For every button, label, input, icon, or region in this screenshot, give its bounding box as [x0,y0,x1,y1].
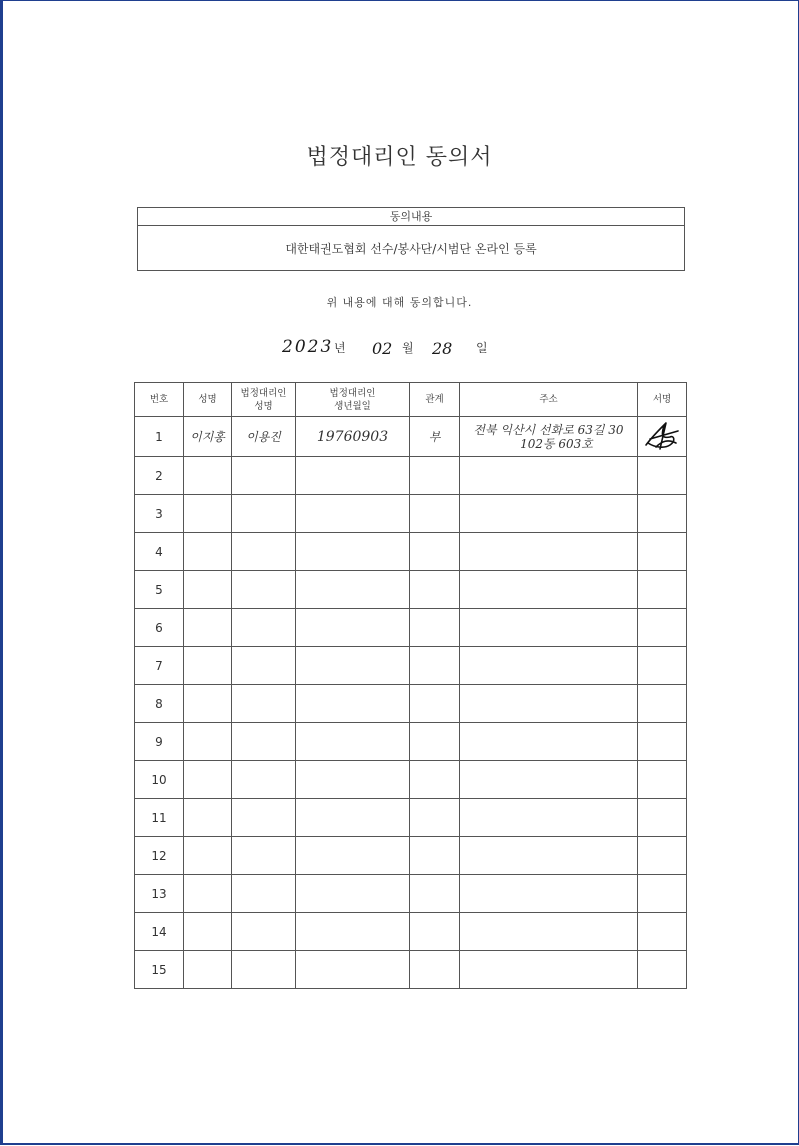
row-guardian-name [232,875,296,913]
row-address-line1: 전북 익산시 선화로 63길 30 [473,422,624,437]
table-row [135,913,687,951]
row-name [184,457,232,495]
row-address [460,609,638,647]
row-relation [410,647,460,685]
row-guardian-name [232,913,296,951]
table-row [135,723,687,761]
row-guardian-name [232,951,296,989]
row-relation [410,951,460,989]
row-relation [410,571,460,609]
row-guardian-birth [296,875,410,913]
consent-header: 동의내용 [138,208,684,226]
header-signature: 서명 [638,383,687,417]
header-guardian-name [232,383,296,417]
row-signature [638,417,687,457]
row-address [460,533,638,571]
row-guardian-name [232,647,296,685]
row-guardian-birth [296,685,410,723]
date-month: 02 [372,339,393,358]
row-relation [410,495,460,533]
row-relation [410,913,460,951]
row-signature [638,799,687,837]
row-guardian-name [232,457,296,495]
row-guardian-name [232,571,296,609]
row-number: 4 [135,533,184,571]
row-signature [638,837,687,875]
row-guardian-name [232,495,296,533]
row-name: 이지홍 [184,417,232,457]
table-row [135,761,687,799]
row-number: 1 [135,417,184,457]
row-relation [410,723,460,761]
row-guardian-name [232,799,296,837]
row-guardian-birth [296,837,410,875]
row-relation [410,457,460,495]
row-address [460,571,638,609]
consent-box [137,207,685,271]
row-relation [410,875,460,913]
row-address [460,457,638,495]
row-guardian-name [232,723,296,761]
row-guardian-birth [296,761,410,799]
row-relation [410,609,460,647]
row-number: 7 [135,647,184,685]
table-header-row [135,383,687,417]
row-relation [410,685,460,723]
table-row [135,951,687,989]
row-signature [638,533,687,571]
row-signature [638,723,687,761]
header-number: 번호 [135,383,184,417]
date-year-label: 년 [334,341,346,355]
row-guardian-name [232,837,296,875]
row-name [184,875,232,913]
row-guardian-birth [296,533,410,571]
row-number: 14 [135,913,184,951]
row-guardian-birth [296,647,410,685]
row-address [460,875,638,913]
date-year: 2023 [282,337,334,357]
row-address [460,799,638,837]
row-name [184,685,232,723]
header-guardian-birth-line2: 생년월일 [334,400,371,412]
row-number: 13 [135,875,184,913]
row-signature [638,761,687,799]
header-guardian-name-line1: 법정대리인 [240,387,287,399]
row-relation [410,761,460,799]
agreement-sentence: 위 내용에 대해 동의합니다. [326,296,473,309]
table-row [135,837,687,875]
row-address [460,761,638,799]
row-relation: 부 [410,417,460,457]
row-guardian-birth [296,609,410,647]
header-relation: 관계 [410,383,460,417]
row-signature [638,495,687,533]
row-guardian-birth [296,723,410,761]
row-number: 15 [135,951,184,989]
row-guardian-birth [296,457,410,495]
signature-mark [640,417,684,453]
row-guardian-birth [296,951,410,989]
row-guardian-birth [296,571,410,609]
table-row [135,647,687,685]
table-row [135,609,687,647]
row-address [460,495,638,533]
date-line [280,334,540,364]
header-address: 주소 [460,383,638,417]
row-signature [638,571,687,609]
row-number: 2 [135,457,184,495]
consent-body: 대한태권도협회 선수/봉사단/시범단 온라인 등록 [285,242,537,256]
header-guardian-name-line2: 성명 [254,400,273,412]
row-name [184,571,232,609]
row-guardian-name [232,609,296,647]
row-name [184,647,232,685]
row-number: 11 [135,799,184,837]
table-row [135,799,687,837]
row-address [460,913,638,951]
table-row [135,533,687,571]
row-address [460,647,638,685]
row-name [184,837,232,875]
row-name [184,913,232,951]
row-name [184,951,232,989]
row-signature [638,913,687,951]
row-name [184,609,232,647]
roster-table [134,382,687,989]
row-address [460,837,638,875]
row-signature [638,685,687,723]
row-name [184,761,232,799]
row-relation [410,799,460,837]
row-guardian-birth: 19760903 [296,417,410,457]
row-signature [638,609,687,647]
header-guardian-birth-line1: 법정대리인 [329,387,376,399]
header-guardian-birth [296,383,410,417]
row-guardian-name [232,533,296,571]
row-number: 8 [135,685,184,723]
row-number: 10 [135,761,184,799]
row-guardian-birth [296,913,410,951]
row-relation [410,837,460,875]
row-name [184,495,232,533]
row-guardian-name: 이용진 [232,417,296,457]
row-guardian-birth [296,495,410,533]
row-number: 3 [135,495,184,533]
row-name [184,799,232,837]
row-number: 12 [135,837,184,875]
row-signature [638,951,687,989]
row-address [460,723,638,761]
row-address-line2: 102동 603호 [520,436,593,451]
document-title: 법정대리인 동의서 [306,145,493,170]
row-address [460,685,638,723]
row-guardian-name [232,761,296,799]
row-address [460,951,638,989]
row-name [184,723,232,761]
row-address [460,417,638,457]
table-row [135,685,687,723]
table-row [135,875,687,913]
table-row [135,571,687,609]
table-row [135,417,687,457]
row-number: 9 [135,723,184,761]
row-guardian-birth [296,799,410,837]
row-signature [638,875,687,913]
table-row [135,495,687,533]
row-signature [638,457,687,495]
header-name: 성명 [184,383,232,417]
row-signature [638,647,687,685]
table-row [135,457,687,495]
date-month-label: 월 [402,341,414,355]
date-day-label: 일 [476,341,488,355]
row-number: 6 [135,609,184,647]
row-number: 5 [135,571,184,609]
row-guardian-name [232,685,296,723]
date-day: 28 [432,339,453,358]
row-name [184,533,232,571]
row-relation [410,533,460,571]
